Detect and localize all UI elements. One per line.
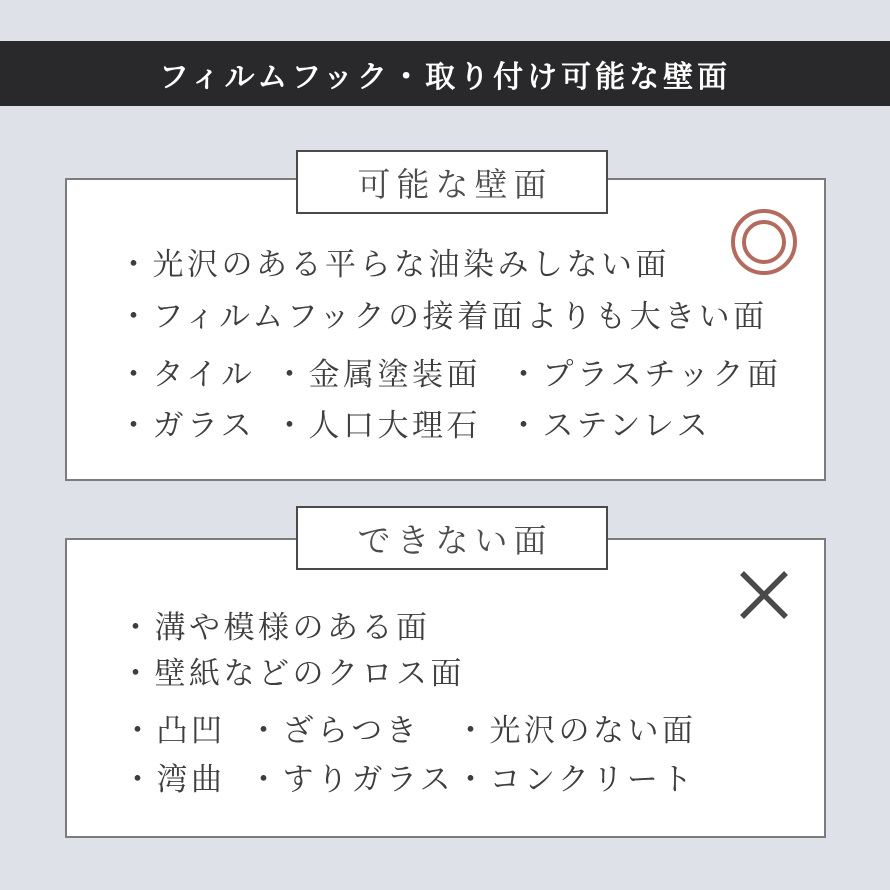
- possible-line-2: ・フィルムフックの接着面よりも大きい面: [118, 299, 768, 334]
- x-mark-ng-icon: [738, 569, 790, 626]
- impossible-line-1: ・溝や模様のある面: [120, 610, 431, 645]
- impossible-item-concrete: ・コンクリート: [455, 762, 696, 797]
- impossible-line-2: ・壁紙などのクロス面: [120, 656, 465, 691]
- possible-item-glass: ・ガラス: [118, 408, 256, 443]
- impossible-item-frosted-glass: ・すりガラス: [248, 762, 455, 797]
- possible-line-1: ・光沢のある平らな油染みしない面: [118, 247, 670, 282]
- page-title: フィルムフック・取り付け可能な壁面: [158, 60, 732, 94]
- impossible-item-rough: ・ざらつき: [248, 713, 421, 748]
- possible-surfaces-label-box: [296, 150, 608, 214]
- possible-item-plastic: ・プラスチック面: [508, 357, 782, 392]
- possible-item-tile: ・タイル: [118, 357, 256, 392]
- double-circle-ok-icon: [724, 202, 804, 287]
- possible-item-artificial-marble: ・人口大理石: [274, 408, 481, 443]
- impossible-surfaces-label: できない面: [357, 521, 553, 559]
- impossible-item-bumpy: ・凸凹: [122, 713, 226, 748]
- header-bar: [0, 41, 890, 106]
- possible-surfaces-label: 可能な壁面: [357, 165, 553, 203]
- impossible-item-non-glossy: ・光沢のない面: [455, 713, 697, 748]
- impossible-surfaces-label-box: [296, 506, 608, 570]
- possible-item-painted-metal: ・金属塗装面: [274, 357, 481, 392]
- impossible-item-curved: ・湾曲: [122, 762, 226, 797]
- possible-item-stainless: ・ステンレス: [508, 408, 712, 443]
